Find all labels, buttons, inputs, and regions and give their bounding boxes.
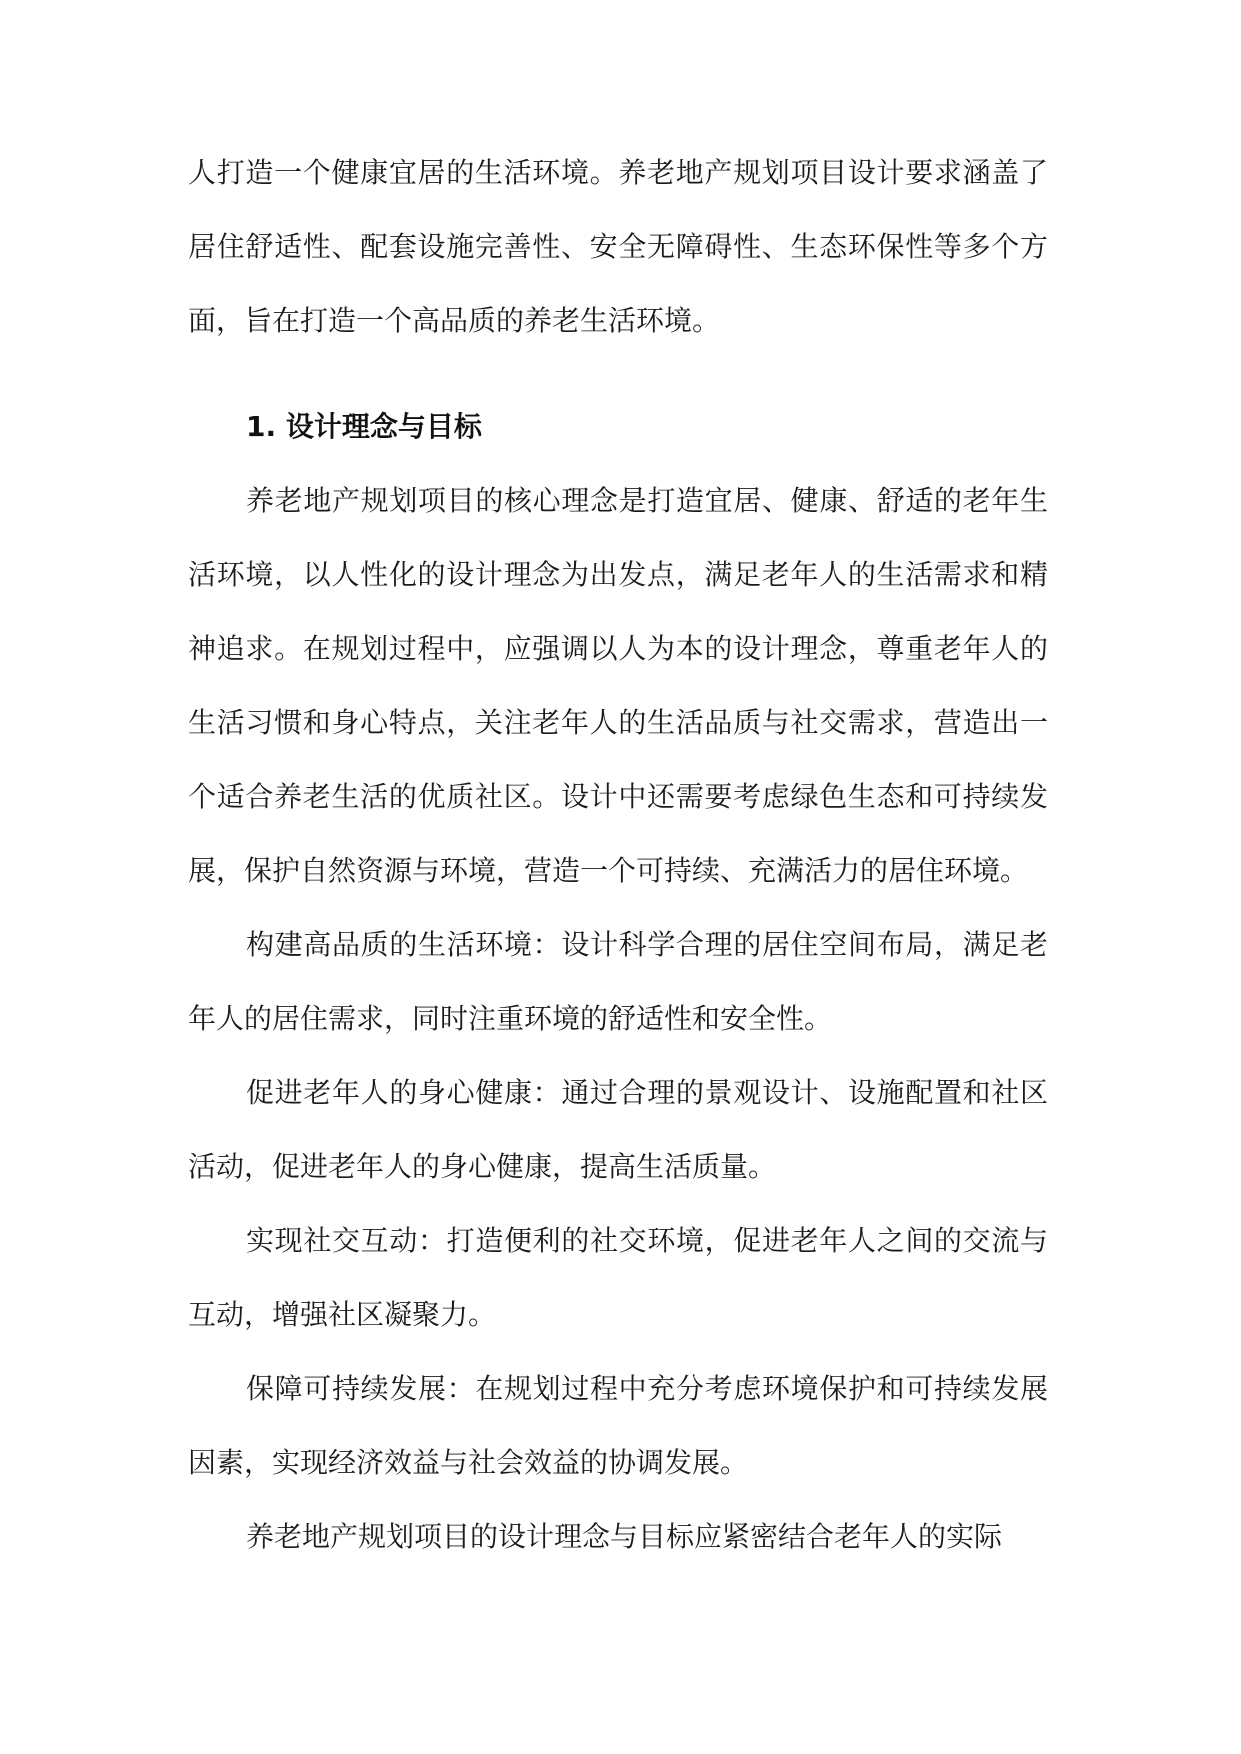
document-body: [188, 136, 1048, 1574]
paragraph-goal-social: 实现社交互动：打造便利的社交环境，促进老年人之间的交流与互动，增强社区凝聚力。: [188, 1224, 1048, 1331]
paragraph-summary: 养老地产规划项目的设计理念与目标应紧密结合老年人的实际: [246, 1520, 1003, 1553]
section-heading: 1. 设计理念与目标: [246, 410, 482, 443]
intro-paragraph: 人打造一个健康宜居的生活环境。养老地产规划项目设计要求涵盖了居住舒适性、配套设施完善性、安全无障碍性、生态环保性等多个方面，旨在打造一个高品质的养老生活环境。: [188, 156, 1048, 337]
paragraph-goal-sustainability: 保障可持续发展：在规划过程中充分考虑环境保护和可持续发展因素，实现经济效益与社会效益的协调发展。: [188, 1372, 1048, 1479]
paragraph-goal-health: 促进老年人的身心健康：通过合理的景观设计、设施配置和社区活动，促进老年人的身心健康，提高生活质量。: [188, 1076, 1048, 1183]
paragraph-core-concept: 养老地产规划项目的核心理念是打造宜居、健康、舒适的老年生活环境，以人性化的设计理念为出发点，满足老年人的生活需求和精神追求。在规划过程中，应强调以人为本的设计理念，尊重老年人的生活习惯和身心特点，关注老年人的生活品质与社交需求，营造出一个适合养老生活的优质社区。设计中还需要考虑绿色生态和可持续发展，保护自然资源与环境，营造一个可持续、充满活力的居住环境。: [188, 484, 1048, 887]
paragraph-goal-living-environment: 构建高品质的生活环境：设计科学合理的居住空间布局，满足老年人的居住需求，同时注重环境的舒适性和安全性。: [188, 928, 1048, 1035]
